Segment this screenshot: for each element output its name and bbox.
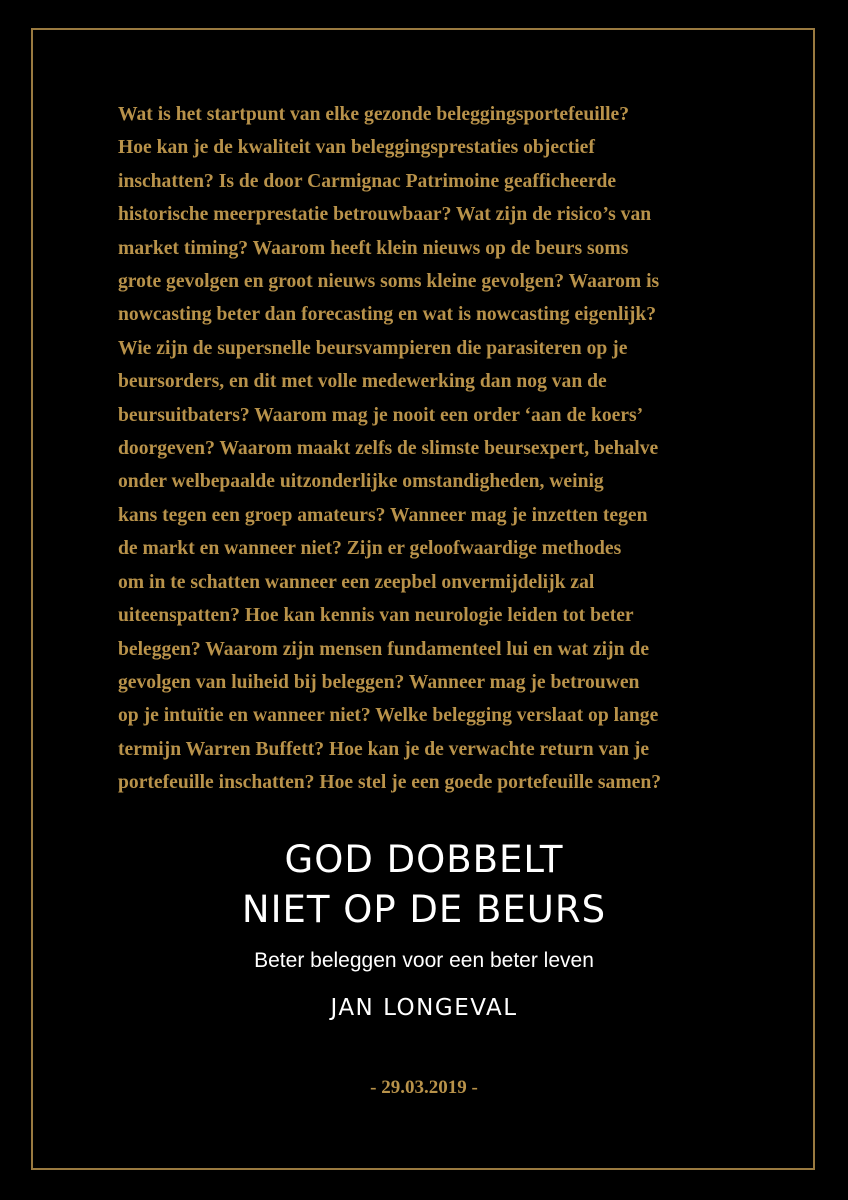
author-name: JAN LONGEVAL [330,995,518,1021]
blurb-text [118,98,758,800]
blurb-line: market timing? Waarom heeft klein nieuws op de beurs soms [118,237,629,259]
blurb-line: beursorders, en dit met volle medewerking dan nog van de [118,371,607,393]
blurb-line: op je intuïtie en wanneer niet? Welke belegging verslaat op lange [118,705,659,727]
blurb-line: termijn Warren Buffett? Hoe kan je de verwachte return van je [118,738,650,760]
blurb-line: kans tegen een groep amateurs? Wanneer mag je inzetten tegen [118,504,648,526]
blurb-line: grote gevolgen en groot nieuws soms kleine gevolgen? Waarom is [118,271,660,293]
blurb-line: uiteenspatten? Hoe kan kennis van neurologie leiden tot beter [118,605,634,627]
blurb-line: de markt en wanneer niet? Zijn er geloofwaardige methodes [118,538,622,560]
blurb-line: Wie zijn de supersnelle beursvampieren die parasiteren op je [118,337,628,359]
blurb-line: doorgeven? Waarom maakt zelfs de slimste beursexpert, behalve [118,438,659,460]
blurb-line: om in te schatten wanneer een zeepbel onvermijdelijk zal [118,571,595,593]
blurb-line: onder welbepaalde uitzonderlijke omstandigheden, weinig [118,471,604,493]
blurb-line: beursuitbaters? Waarom mag je nooit een order ‘aan de koers’ [118,404,644,426]
blurb-line: beleggen? Waarom zijn mensen fundamenteel lui en wat zijn de [118,638,650,660]
book-title-line-1: GOD DOBBELT [284,838,564,881]
book-subtitle: Beter beleggen voor een beter leven [254,949,594,972]
blurb-line: portefeuille inschatten? Hoe stel je een goede portefeuille samen? [118,772,662,794]
blurb-line: Wat is het startpunt van elke gezonde beleggingsportefeuille? [118,104,630,125]
blurb-line: historische meerprestatie betrouwbaar? Wat zijn de risico’s van [118,204,652,226]
blurb-line: nowcasting beter dan forecasting en wat is nowcasting eigenlijk? [118,304,657,326]
book-title-line-2: NIET OP DE BEURS [241,888,607,931]
event-date: - 29.03.2019 - [370,1077,478,1098]
blurb-line: inschatten? Is de door Carmignac Patrimoine geafficheerde [118,170,617,192]
blurb-line: gevolgen van luiheid bij beleggen? Wanneer mag je betrouwen [118,671,640,693]
blurb-line: Hoe kan je de kwaliteit van beleggingsprestaties objectief [118,137,595,159]
